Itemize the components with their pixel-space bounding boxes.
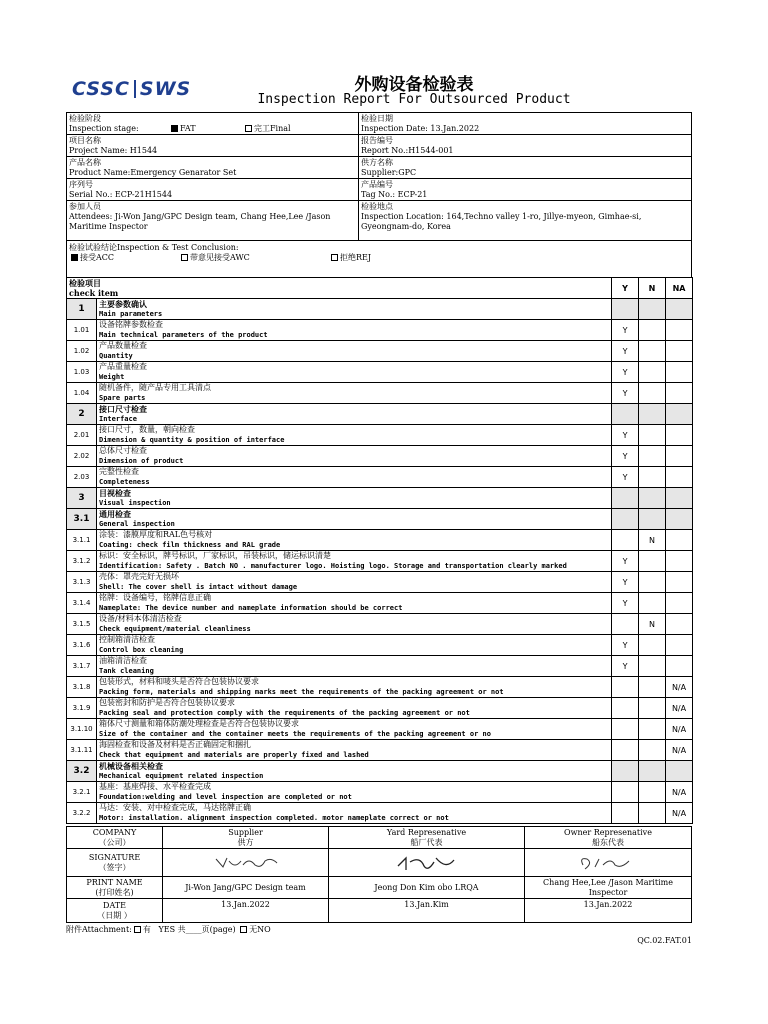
item-number: 1.04 [67, 383, 97, 404]
item-y[interactable]: Y [612, 656, 639, 677]
fat-label: FAT [180, 124, 196, 133]
item-n[interactable] [639, 593, 666, 614]
item-en: Foundation:welding and level inspection are completed or not [99, 793, 352, 801]
item-n[interactable] [639, 362, 666, 383]
item-n[interactable] [639, 761, 666, 782]
item-description [97, 488, 612, 509]
item-n[interactable] [639, 320, 666, 341]
attachment-none: 无NO [249, 925, 271, 934]
item-description [97, 803, 612, 824]
item-en: Identification: Safety . Batch NO . manufacturer logo. Hoisting logo. Storage and transportation clearly marked [99, 562, 567, 570]
item-n[interactable]: N [639, 614, 666, 635]
table-row [67, 656, 693, 677]
item-y[interactable] [612, 299, 639, 320]
fat-checkbox[interactable] [171, 125, 178, 132]
item-na[interactable] [666, 341, 693, 362]
item-cn: 海固检查和设备及材料是否正确固定和捆扎 [99, 740, 251, 749]
supplier-col-en: Supplier [228, 827, 263, 837]
item-y[interactable]: Y [612, 320, 639, 341]
item-y[interactable] [612, 404, 639, 425]
item-en: Weight [99, 373, 125, 381]
attachment-pages: YES 共____页(page) [158, 925, 236, 934]
table-row [67, 740, 693, 761]
attachment-line [66, 924, 271, 935]
item-cn: 油箱清洁检查 [99, 656, 147, 665]
item-cn: 主要参数确认 [99, 299, 147, 309]
item-number: 3.2.1 [67, 782, 97, 803]
item-na[interactable]: N/A [666, 782, 693, 803]
item-description [97, 635, 612, 656]
table-row [67, 320, 693, 341]
yard-signature-image [392, 852, 462, 874]
item-description [97, 299, 612, 320]
print-name-cn: (打印姓名) [95, 887, 134, 897]
item-description [97, 740, 612, 761]
report-cn: 报告编号 [361, 136, 393, 145]
table-row [67, 593, 693, 614]
item-y[interactable] [612, 803, 639, 824]
serial-cn: 序列号 [69, 180, 93, 189]
item-en: Packing form, materials and shipping marks meet the requirements of the packing agreement or not [99, 688, 504, 696]
item-cn: 标识：安全标识，牌号标识，厂家标识，吊装标识，储运标识清楚 [99, 551, 331, 560]
supplier-signature [163, 849, 329, 876]
supplier-en: Supplier:GPC [361, 168, 417, 177]
owner-signature-image [573, 853, 643, 873]
item-description [97, 593, 612, 614]
date-cn: 检验日期 [361, 114, 393, 123]
item-description [97, 719, 612, 740]
item-number: 1.03 [67, 362, 97, 383]
item-y[interactable] [612, 488, 639, 509]
check-item-cn: 检验项目 [69, 278, 101, 288]
item-na[interactable]: N/A [666, 740, 693, 761]
item-n[interactable] [639, 677, 666, 698]
item-na[interactable]: N/A [666, 698, 693, 719]
item-y[interactable] [612, 677, 639, 698]
item-cn: 包装形式，材料和唛头是否符合包装协议要求 [99, 677, 259, 686]
item-cn: 铭牌：设备编号，铭牌信息正确 [99, 593, 211, 602]
item-number: 3.1.9 [67, 698, 97, 719]
col-na-header: NA [666, 278, 693, 299]
date-label-en: DATE [103, 900, 126, 910]
item-cn: 基座：基座焊接、水平检查完成 [99, 782, 211, 791]
item-en: Check that equipment and materials are properly fixed and lashed [99, 751, 369, 759]
item-number: 2.03 [67, 467, 97, 488]
awc-checkbox[interactable] [181, 254, 188, 261]
item-y[interactable]: Y [612, 635, 639, 656]
item-na[interactable] [666, 446, 693, 467]
item-cn: 接口尺寸，数量，朝向检查 [99, 425, 195, 434]
checklist-header-row [67, 278, 693, 299]
item-cn: 机械设备相关检查 [99, 761, 163, 771]
item-y[interactable] [612, 761, 639, 782]
stage-row [69, 124, 356, 134]
item-n[interactable] [639, 719, 666, 740]
date-en: Inspection Date: 13.Jan.2022 [361, 124, 480, 133]
item-en: Size of the container and the container meets the requirements of the packing agreement or no [99, 730, 491, 738]
item-n[interactable] [639, 488, 666, 509]
attachment-label: 附件Attachment: [66, 925, 132, 934]
product-cn: 产品名称 [69, 158, 101, 167]
owner-signature [525, 849, 691, 876]
item-n[interactable] [639, 425, 666, 446]
item-description [97, 425, 612, 446]
conclusion-label: 检验试验结论Inspection & Test Conclusion: [69, 243, 239, 252]
item-n[interactable] [639, 404, 666, 425]
signature-row [67, 849, 691, 877]
product-cell [67, 157, 359, 179]
conclusion-options [69, 253, 690, 263]
table-row [67, 782, 693, 803]
item-cn: 目视检查 [99, 488, 131, 498]
tag-cn: 产品编号 [361, 180, 393, 189]
item-cn: 设备铭牌参数检查 [99, 320, 163, 329]
item-cn: 马达：安装、对中检查完成，马达铭牌正确 [99, 803, 251, 812]
item-en: Completeness [99, 478, 150, 486]
item-cn: 涂装：漆膜厚度和RAL色号核对 [99, 530, 213, 539]
signature-cn: （签字） [98, 862, 131, 872]
date-supplier: 13.Jan.2022 [221, 900, 270, 909]
table-row [67, 551, 693, 572]
item-na[interactable] [666, 551, 693, 572]
stage-en: Inspection stage: [69, 124, 139, 133]
table-row [67, 635, 693, 656]
item-y[interactable]: Y [612, 446, 639, 467]
yard-signature [329, 849, 525, 876]
serial-cell [67, 179, 359, 201]
item-y[interactable]: Y [612, 425, 639, 446]
item-number: 3.2 [67, 761, 97, 782]
attendees-cn: 参加人员 [69, 202, 101, 211]
location-cn: 检验地点 [361, 202, 393, 211]
table-row [67, 677, 693, 698]
attachment-yes-checkbox[interactable] [134, 926, 141, 933]
item-cn: 箱体尺寸测量和箱体防潮处理检查是否符合包装协议要求 [99, 719, 299, 728]
project-en: Project Name: H1544 [69, 146, 158, 155]
date-row [67, 899, 691, 923]
item-number: 1.02 [67, 341, 97, 362]
item-n[interactable] [639, 383, 666, 404]
item-cn: 壳体：罩壳完好无损坏 [99, 572, 179, 581]
col-y-header: Y [612, 278, 639, 299]
item-na[interactable] [666, 530, 693, 551]
item-na[interactable] [666, 509, 693, 530]
item-en: Dimension of product [99, 457, 184, 465]
item-na[interactable] [666, 425, 693, 446]
item-y[interactable]: Y [612, 572, 639, 593]
item-number: 3.1.3 [67, 572, 97, 593]
stage-cell [67, 113, 359, 135]
table-row [67, 341, 693, 362]
item-y[interactable]: Y [612, 593, 639, 614]
location-cell [359, 201, 692, 241]
table-row [67, 467, 693, 488]
title-cn: 外购设备检验表 [354, 75, 474, 95]
item-en: Nameplate: The device number and nameplate information should be correct [99, 604, 403, 612]
item-en: Control box cleaning [99, 646, 184, 654]
print-name-row [67, 877, 691, 899]
company-logo: CSSC SWS [72, 78, 192, 100]
project-cn: 项目名称 [69, 136, 101, 145]
item-description [97, 656, 612, 677]
section-row [67, 488, 693, 509]
item-cn: 产品重量检查 [99, 362, 147, 371]
print-yard: Jeong Don Kim obo LRQA [374, 882, 479, 892]
item-na[interactable] [666, 383, 693, 404]
print-owner: Chang Hee,Lee /Jason Maritime Inspector [543, 877, 673, 897]
report-cell [359, 135, 692, 157]
signature-en: SIGNATURE [88, 852, 141, 862]
item-n[interactable] [639, 341, 666, 362]
item-y[interactable] [612, 614, 639, 635]
item-cn: 产品数量检查 [99, 341, 147, 350]
attachment-has: 有 [142, 925, 151, 934]
date-cell [359, 113, 692, 135]
item-description [97, 572, 612, 593]
item-na[interactable] [666, 404, 693, 425]
item-description [97, 383, 612, 404]
item-number: 3.1.8 [67, 677, 97, 698]
table-row [67, 803, 693, 824]
attendees-cell [67, 201, 359, 241]
form-reference: QC.02.FAT.01 [637, 936, 692, 945]
item-number: 2.02 [67, 446, 97, 467]
item-description [97, 404, 612, 425]
item-cn: 总体尺寸检查 [99, 446, 147, 455]
item-n[interactable] [639, 446, 666, 467]
table-row [67, 383, 693, 404]
final-checkbox[interactable] [245, 125, 252, 132]
item-en: Check equipment/material cleanliness [99, 625, 251, 633]
item-n[interactable] [639, 740, 666, 761]
supplier-cell [359, 157, 692, 179]
item-y[interactable]: Y [612, 383, 639, 404]
attachment-no-checkbox[interactable] [240, 926, 247, 933]
check-item-en: check item [69, 288, 119, 298]
item-en: Main technical parameters of the product [99, 331, 268, 339]
item-n[interactable] [639, 782, 666, 803]
item-cn: 接口尺寸检查 [99, 404, 147, 414]
item-en: General inspection [99, 520, 175, 528]
table-row [67, 614, 693, 635]
checklist [66, 277, 693, 824]
table-row [67, 572, 693, 593]
attendees-en: Attendees: Ji-Won Jang/GPC Design team, Chang Hee,Lee /Jason Maritime Inspector [69, 212, 331, 231]
item-description [97, 551, 612, 572]
item-na[interactable]: N/A [666, 803, 693, 824]
item-en: Mechanical equipment related inspection [99, 772, 264, 780]
item-en: Quantity [99, 352, 133, 360]
item-na[interactable] [666, 467, 693, 488]
item-number: 3.1.7 [67, 656, 97, 677]
item-number: 3 [67, 488, 97, 509]
item-n[interactable] [639, 572, 666, 593]
item-description [97, 467, 612, 488]
table-row [67, 362, 693, 383]
acc-checkbox[interactable] [71, 254, 78, 261]
item-en: Dimension & quantity & position of interface [99, 436, 285, 444]
item-cn: 完整性检查 [99, 467, 139, 476]
item-cn: 随机备件，随产品专用工具清点 [99, 383, 211, 392]
item-n[interactable]: N [639, 530, 666, 551]
item-cn: 包装密封和防护是否符合包装协议要求 [99, 698, 235, 707]
project-cell [67, 135, 359, 157]
section-row [67, 509, 693, 530]
item-description [97, 698, 612, 719]
item-na[interactable] [666, 614, 693, 635]
item-y[interactable]: Y [612, 341, 639, 362]
item-y[interactable] [612, 509, 639, 530]
item-na[interactable]: N/A [666, 677, 693, 698]
item-na[interactable]: N/A [666, 719, 693, 740]
item-description [97, 320, 612, 341]
yard-col-cn: 船厂代表 [410, 837, 443, 847]
item-na[interactable] [666, 488, 693, 509]
header-block [66, 112, 692, 278]
item-number: 2 [67, 404, 97, 425]
tag-cell [359, 179, 692, 201]
item-na[interactable] [666, 593, 693, 614]
section-row [67, 404, 693, 425]
item-na[interactable] [666, 362, 693, 383]
item-description [97, 782, 612, 803]
item-description [97, 446, 612, 467]
item-na[interactable] [666, 761, 693, 782]
section-row [67, 299, 693, 320]
item-na[interactable] [666, 572, 693, 593]
owner-col-cn: 船东代表 [592, 837, 624, 847]
item-y[interactable] [612, 782, 639, 803]
item-n[interactable] [639, 635, 666, 656]
item-number: 3.1 [67, 509, 97, 530]
item-number: 3.1.1 [67, 530, 97, 551]
date-owner: 13.Jan.2022 [583, 900, 633, 909]
item-y[interactable]: Y [612, 551, 639, 572]
item-description [97, 614, 612, 635]
item-y[interactable] [612, 698, 639, 719]
item-n[interactable] [639, 299, 666, 320]
company-cn: （公司） [98, 837, 131, 847]
item-en: Motor: installation. alignment inspection completed. motor nameplate correct or not [99, 814, 449, 822]
item-n[interactable] [639, 509, 666, 530]
yard-col-en: Yard Represenative [386, 827, 467, 837]
item-description [97, 761, 612, 782]
item-y[interactable]: Y [612, 467, 639, 488]
item-number: 3.1.2 [67, 551, 97, 572]
date-yard: 13.Jan.Kim [404, 900, 449, 909]
item-description [97, 362, 612, 383]
item-en: Main parameters [99, 310, 163, 318]
item-number: 1.01 [67, 320, 97, 341]
item-en: Visual inspection [99, 499, 171, 507]
item-en: Shell: The cover shell is intact without damage [99, 583, 298, 591]
item-description [97, 341, 612, 362]
item-number: 3.1.4 [67, 593, 97, 614]
item-n[interactable] [639, 698, 666, 719]
table-row [67, 698, 693, 719]
item-cn: 设备/材料本体清洁检查 [99, 614, 182, 623]
awc-label: 带意见接受AWC [190, 253, 250, 262]
item-na[interactable] [666, 320, 693, 341]
item-number: 3.1.11 [67, 740, 97, 761]
supplier-col-cn: 供方 [237, 837, 254, 847]
col-n-header: N [639, 278, 666, 299]
table-row [67, 719, 693, 740]
item-cn: 通用检查 [99, 509, 131, 519]
conclusion-cell [67, 241, 692, 277]
final-label: 完工Final [254, 124, 291, 133]
item-description [97, 677, 612, 698]
item-number: 2.01 [67, 425, 97, 446]
title-en: Inspection Report For Outsourced Product [257, 92, 571, 107]
serial-en: Serial No.: ECP-21H1544 [69, 190, 173, 199]
item-n[interactable] [639, 656, 666, 677]
stage-cn: 检验阶段 [69, 114, 101, 123]
report-en: Report No.:H1544-001 [361, 146, 454, 155]
item-n[interactable] [639, 551, 666, 572]
item-na[interactable] [666, 635, 693, 656]
supplier-signature-image [211, 853, 281, 873]
signature-block [66, 826, 692, 923]
item-description [97, 509, 612, 530]
item-en: Coating: check film thickness and RAL grade [99, 541, 281, 549]
item-na[interactable] [666, 656, 693, 677]
section-row [67, 761, 693, 782]
item-y[interactable] [612, 530, 639, 551]
tag-en: Tag No.: ECP-21 [361, 190, 428, 199]
item-y[interactable] [612, 740, 639, 761]
print-name-en: PRINT NAME [86, 877, 143, 887]
item-number: 3.2.2 [67, 803, 97, 824]
item-en: Tank cleaning [99, 667, 154, 675]
item-en: Packing seal and protection comply with the requirements of the packing agreement or not [99, 709, 470, 717]
item-description [97, 530, 612, 551]
table-row [67, 446, 693, 467]
item-y[interactable] [612, 719, 639, 740]
check-item-header [67, 278, 612, 299]
item-n[interactable] [639, 467, 666, 488]
owner-col-en: Owner Represenative [564, 827, 652, 837]
item-en: Interface [99, 415, 137, 423]
item-number: 3.1.10 [67, 719, 97, 740]
acc-label: 接受ACC [80, 253, 115, 262]
product-en: Product Name:Emergency Genarator Set [69, 168, 237, 177]
date-label-cn: （日期 ） [97, 910, 132, 920]
location-en: Inspection Location: 164,Techno valley 1-ro, Jillye-myeon, Gimhae-si, Gyeongnam-do, Korea [361, 212, 642, 231]
company-en: COMPANY [92, 827, 137, 837]
item-y[interactable]: Y [612, 362, 639, 383]
print-supplier: Ji-Won Jang/GPC Design team [185, 882, 306, 892]
item-number: 3.1.5 [67, 614, 97, 635]
supplier-cn: 供方名称 [361, 158, 393, 167]
company-row [67, 827, 691, 849]
item-cn: 控制箱清洁检查 [99, 635, 155, 644]
table-row [67, 425, 693, 446]
item-na[interactable] [666, 299, 693, 320]
checklist-table [66, 277, 693, 824]
rej-label: 拒绝REJ [340, 253, 372, 262]
item-number: 1 [67, 299, 97, 320]
rej-checkbox[interactable] [331, 254, 338, 261]
item-en: Spare parts [99, 394, 146, 402]
item-number: 3.1.6 [67, 635, 97, 656]
item-n[interactable] [639, 803, 666, 824]
table-row [67, 530, 693, 551]
